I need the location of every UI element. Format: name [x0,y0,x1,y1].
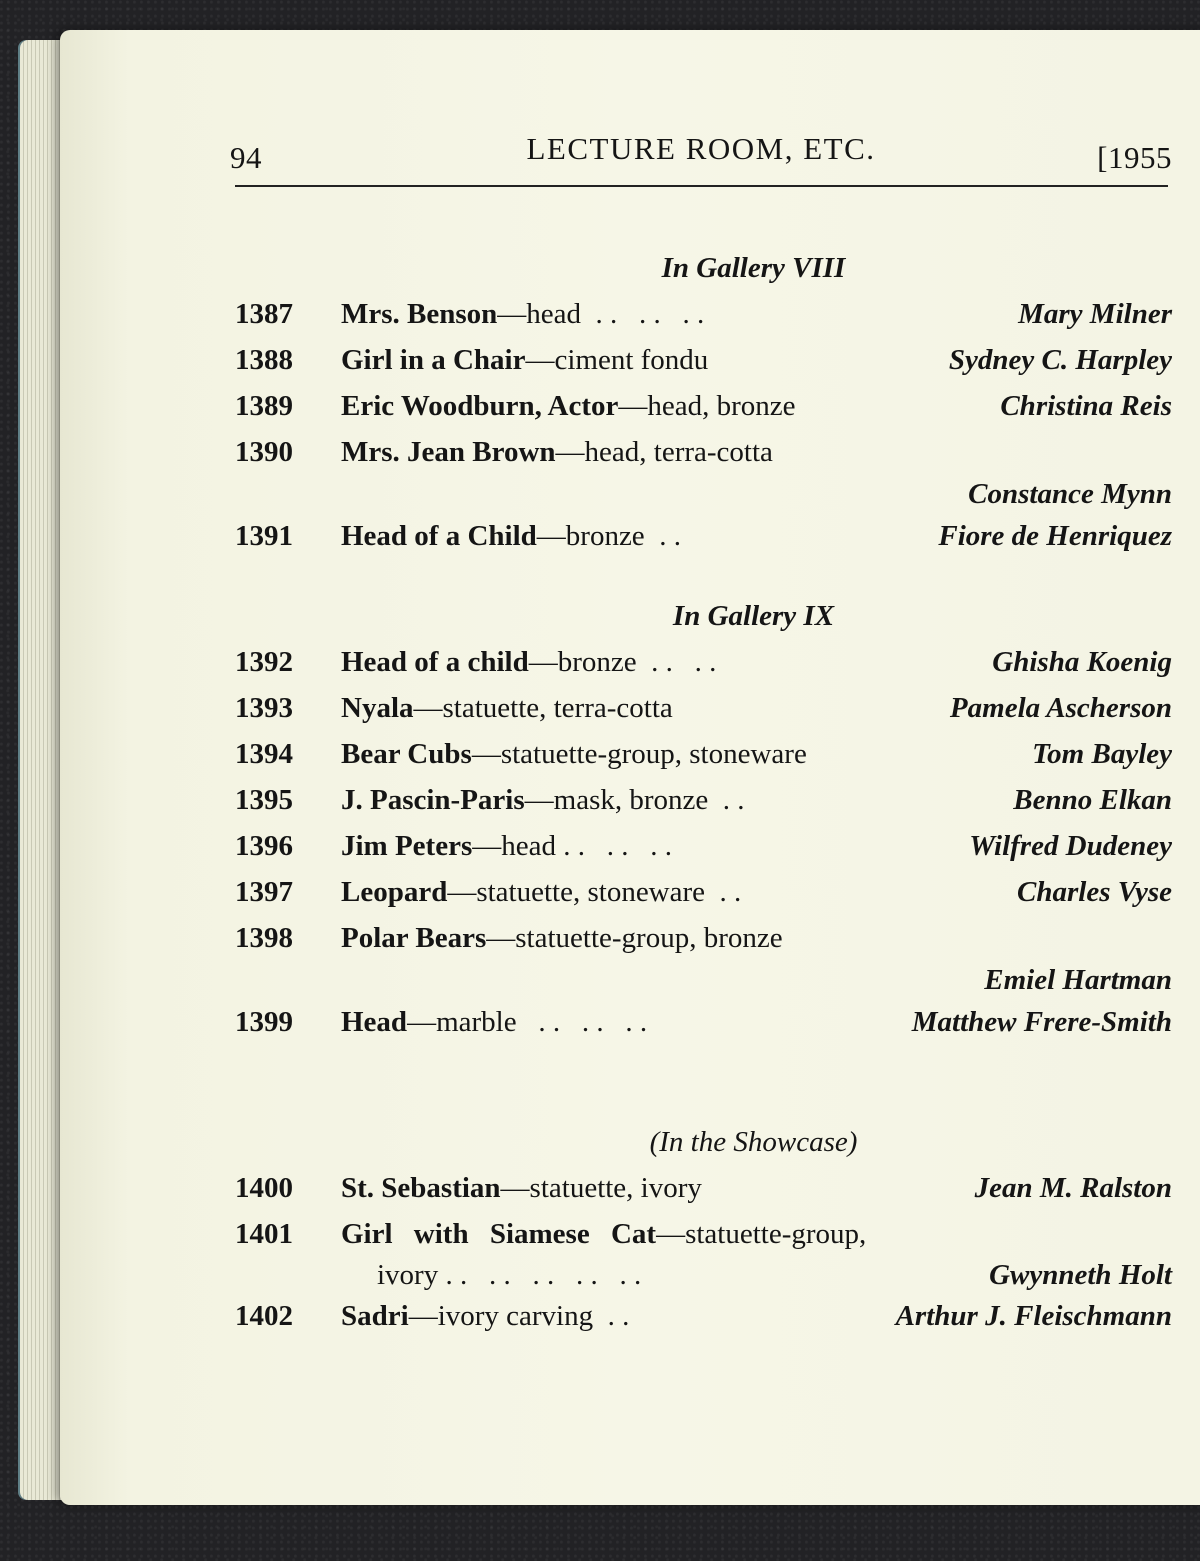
entry-artist: Benno Elkan [1013,784,1172,816]
catalogue-entry [235,337,1172,383]
entry-title: Eric Woodburn, Actor [341,390,619,422]
section-heading: (In the Showcase) [649,1126,858,1158]
entry-artist: Fiore de Henriquez [938,520,1172,552]
catalogue-entry [235,823,1172,869]
entry-leader: . . [708,784,745,816]
entry-medium: —mask, bronze [524,784,709,816]
entry-number: 1390 [235,436,293,468]
entry-artist: Ghisha Koenig [992,646,1172,678]
entry-number: 1392 [235,646,293,678]
entry-leader: . . . . . . [556,830,672,862]
entry-number: 1399 [235,1006,293,1038]
entry-number: 1394 [235,738,293,770]
entry-number: 1400 [235,1172,293,1204]
entry-artist: Sydney C. Harpley [948,344,1172,376]
entry-number: 1396 [235,830,293,862]
entry-artist: Gwynneth Holt [989,1259,1172,1291]
entry-title: Nyala [341,692,414,724]
catalogue-entry [235,869,1172,915]
catalogue-entry [235,1165,1172,1211]
entry-artist: Matthew Frere-Smith [911,1006,1172,1038]
entry-artist: Arthur J. Fleischmann [895,1300,1172,1332]
entry-medium: —statuette-group, bronze [486,922,783,954]
entry-medium: —head [472,830,556,862]
catalogue-entry [235,429,1172,513]
entry-continuation: ivory [377,1259,439,1291]
entry-medium: —bronze [528,646,637,678]
entry-title: Polar Bears [341,922,487,954]
entry-medium: —statuette-group, [656,1218,867,1250]
entry-medium: —bronze [536,520,645,552]
entry-number: 1398 [235,922,293,954]
entry-medium: —head, bronze [618,390,796,422]
entry-title: J. Pascin-Paris [341,784,525,816]
catalogue-entry [235,731,1172,777]
entry-artist: Charles Vyse [1017,876,1172,908]
entry-leader: . . . . . . [516,1006,648,1038]
catalogue-entry [235,639,1172,685]
entry-title: Mrs. Benson [341,298,498,330]
book-page [60,30,1200,1505]
entry-number: 1401 [235,1218,293,1250]
entry-leader: . . . . [636,646,717,678]
entry-medium: —statuette, terra-cotta [413,692,673,724]
catalogue-entry [235,291,1172,337]
entry-leader: . . [644,520,681,552]
catalogue-entry [235,1211,1172,1293]
page-title: LECTURE ROOM, ETC. [526,131,876,166]
entry-artist: Wilfred Dudeney [969,830,1172,862]
catalogue-entry [235,685,1172,731]
entry-medium: —head, terra-cotta [555,436,773,468]
entry-artist: Constance Mynn [968,478,1172,510]
entry-medium: —statuette, stoneware [447,876,706,908]
entry-medium: —statuette-group, stoneware [471,738,807,770]
entry-title: St. Sebastian [341,1172,501,1204]
entry-title: Mrs. Jean Brown [341,436,556,468]
catalogue-entry [235,777,1172,823]
entry-artist: Emiel Hartman [984,964,1172,996]
page-number: 94 [230,140,262,175]
entry-title: Girl with Siamese Cat [341,1218,657,1250]
entry-medium: —ciment fondu [525,344,709,376]
header-rule [235,185,1168,187]
catalogue-entry [235,513,1172,559]
entry-leader: . . . . . . . . . . [438,1259,642,1291]
running-head [230,128,1172,178]
entry-number: 1389 [235,390,293,422]
entry-artist: Jean M. Ralston [974,1172,1172,1204]
entry-leader: . . [593,1300,630,1332]
section-heading: In Gallery VIII [661,252,846,284]
entry-title: Head [341,1006,408,1038]
entry-title: Girl in a Chair [341,344,526,376]
entry-title: Jim Peters [341,830,473,862]
entry-medium: —statuette, ivory [500,1172,702,1204]
section-heading: In Gallery IX [672,600,835,632]
entry-number: 1397 [235,876,293,908]
entry-leader: . . . . . . [581,298,705,330]
entry-number: 1388 [235,344,293,376]
entry-medium: —head [497,298,582,330]
entry-artist: Pamela Ascherson [949,692,1172,724]
entry-artist: Tom Bayley [1032,738,1172,770]
entry-title: Head of a Child [341,520,537,552]
catalogue-entry [235,999,1172,1045]
entry-number: 1395 [235,784,293,816]
entry-artist: Mary Milner [1018,298,1172,330]
catalogue-entry [235,915,1172,999]
catalogue-entry [235,383,1172,429]
entry-leader: . . [705,876,742,908]
page-year: [1955 [1097,140,1172,175]
entry-medium: —marble [407,1006,517,1038]
entry-number: 1391 [235,520,293,552]
catalogue-entry [235,1293,1172,1339]
entry-number: 1387 [235,298,293,330]
entry-number: 1393 [235,692,293,724]
entry-medium: —ivory carving [408,1300,594,1332]
entry-title: Bear Cubs [341,738,472,770]
catalogue-entries [235,245,1172,1339]
entry-artist: Christina Reis [1000,390,1172,422]
entry-title: Head of a child [341,646,529,678]
entry-title: Leopard [341,876,448,908]
entry-title: Sadri [341,1300,409,1332]
entry-number: 1402 [235,1300,293,1332]
